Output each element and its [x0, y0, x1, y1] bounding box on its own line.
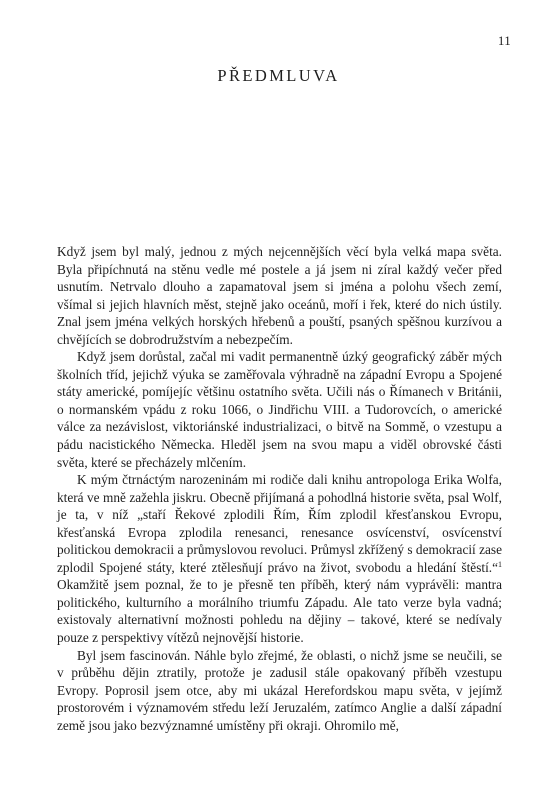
paragraph-3	[57, 471, 502, 646]
body-text	[57, 243, 502, 734]
footnote-marker[interactable]: 1	[498, 559, 502, 569]
chapter-title: PŘEDMLUVA	[217, 66, 340, 85]
paragraph-3-text-before: K mým čtrnáctým narozeninám mi rodiče dali knihu antropologa Erika Wolfa, která ve mně zažehla jiskru. Obecně přijímaná a pohodlná historie světa, psal Wolf, je ta, v níž „staří Řekové zplodili Řím, Řím zplodil křesťanskou Evropu, křesťanská Evropa zplodila renesanci, renesance osvícenství, osvícenství politickou demokracii a průmyslovou revoluci. Průmysl zkřížený s demokracií zase zplodil Spojené státy, které ztělesňují právo na život, svobodu a hledání štěstí.“	[57, 472, 502, 575]
paragraph-3-text-after: Okamžitě jsem poznal, že to je přesně ten příběh, který nám vyprávěli: mantra politického, kulturního a morálního triumfu Západu. Ale tato verze byla vadná; existovaly alternativní možnosti pohledu na dějiny – takové, které se nedívaly pouze z perspektivy vítězů nejnovější historie.	[57, 577, 502, 646]
paragraph-4: Byl jsem fascinován. Náhle bylo zřejmé, že oblasti, o nichž jsme se neučili, se v průběhu dějin ztratily, protože je zadusil stále opakovaný příběh vzestupu Evropy. Poprosil jsem otce, aby mi ukázal Herefordskou mapu světa, v jejímž prostorovém i významovém středu leží Jeruzalém, zatímco Anglie a další západní země jsou jako bezvýznamné umístěny při okraji. Ohromilo mě,	[57, 647, 502, 733]
paragraph-2: Když jsem dorůstal, začal mi vadit permanentně úzký geografický záběr mých školních tříd, jejichž výuka se zaměřovala výhradně na západní Evropu a Spojené státy americké, pomíjejíc většinu ostatního světa. Učili nás o Římanech v Británii, o normanském vpádu z roku 1066, o Jindřichu VIII. a Tudorovcích, o americké válce za nezávislost, viktoriánské industrializaci, o bitvě na Sommě, o vzestupu a pádu nacistického Německa. Hleděl jsem na svou mapu a viděl obrovské části světa, které se přecházely mlčením.	[57, 349, 502, 470]
paragraph-1: Když jsem byl malý, jednou z mých nejcennějších věcí byla velká mapa světa. Byla připíchnutá na stěnu vedle mé postele a já jsem ni zíral každý večer před usnutím. Netrvalo dlouho a zapamatoval jsem si jména a polohu všech zemí, všímal si jejich hlavních měst, stejně jako oceánů, moří i řek, které do nich ústily. Znal jsem jména velkých horských hřebenů a pouští, psaných spěšnou kurzívou a chvějících se dobrodružstvím a nebezpečím.	[57, 244, 502, 347]
page-number: 11	[497, 33, 511, 48]
